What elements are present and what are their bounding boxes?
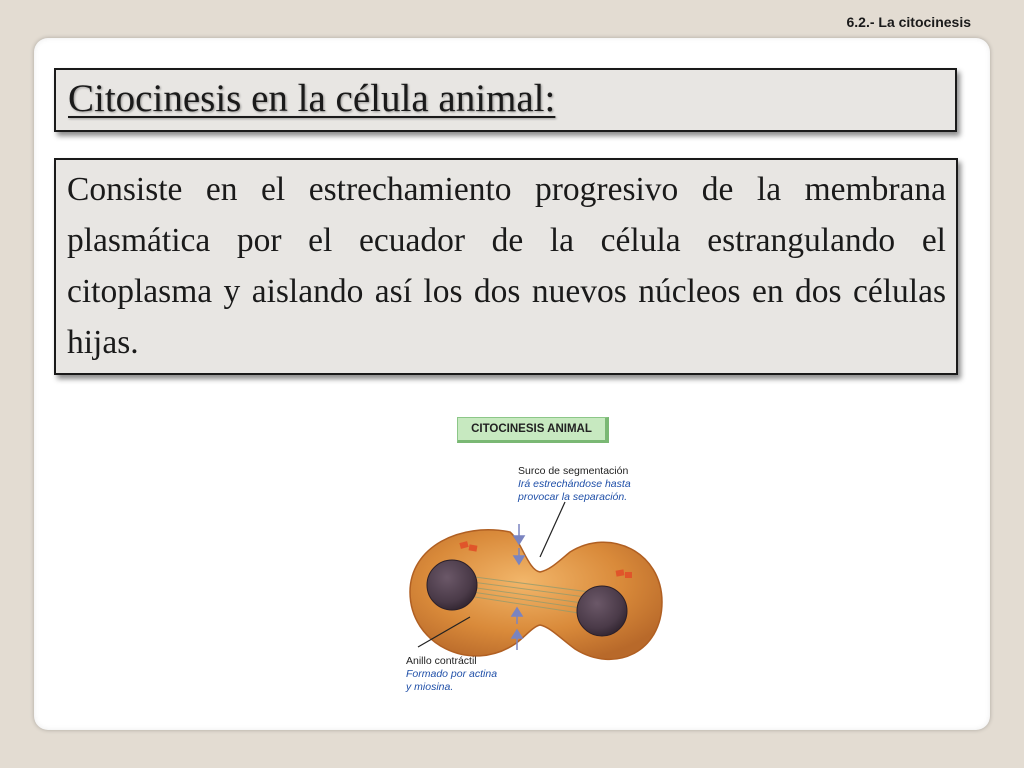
cytokinesis-figure bbox=[400, 412, 690, 702]
cleavage-furrow-note bbox=[518, 465, 631, 504]
section-label: 6.2.- La citocinesis bbox=[846, 14, 971, 30]
contractile-ring-line1: Formado por actina bbox=[406, 668, 498, 680]
cleavage-furrow-heading: Surco de segmentación bbox=[518, 465, 629, 477]
slide-title: Citocinesis en la célula animal: bbox=[68, 77, 556, 120]
cleavage-furrow-line1: Irá estrechándose hasta bbox=[518, 478, 631, 490]
body-box bbox=[54, 158, 958, 375]
figure-badge: CITOCINESIS ANIMAL bbox=[457, 417, 609, 443]
nucleus-right bbox=[577, 586, 627, 636]
contractile-ring-note bbox=[406, 655, 497, 694]
nucleus-left bbox=[427, 560, 477, 610]
cleavage-furrow-line2: provocar la separación. bbox=[518, 491, 628, 503]
contractile-ring-heading: Anillo contráctil bbox=[406, 655, 477, 667]
contractile-ring-line2: y miosina. bbox=[406, 681, 454, 693]
title-box bbox=[54, 68, 957, 132]
body-paragraph: Consiste en el estrechamiento progresivo de la membrana plasmática por el ecuador de la célula estrangulando el citoplasma y aislando así los dos nuevos núcleos en dos células hijas. bbox=[67, 171, 946, 361]
